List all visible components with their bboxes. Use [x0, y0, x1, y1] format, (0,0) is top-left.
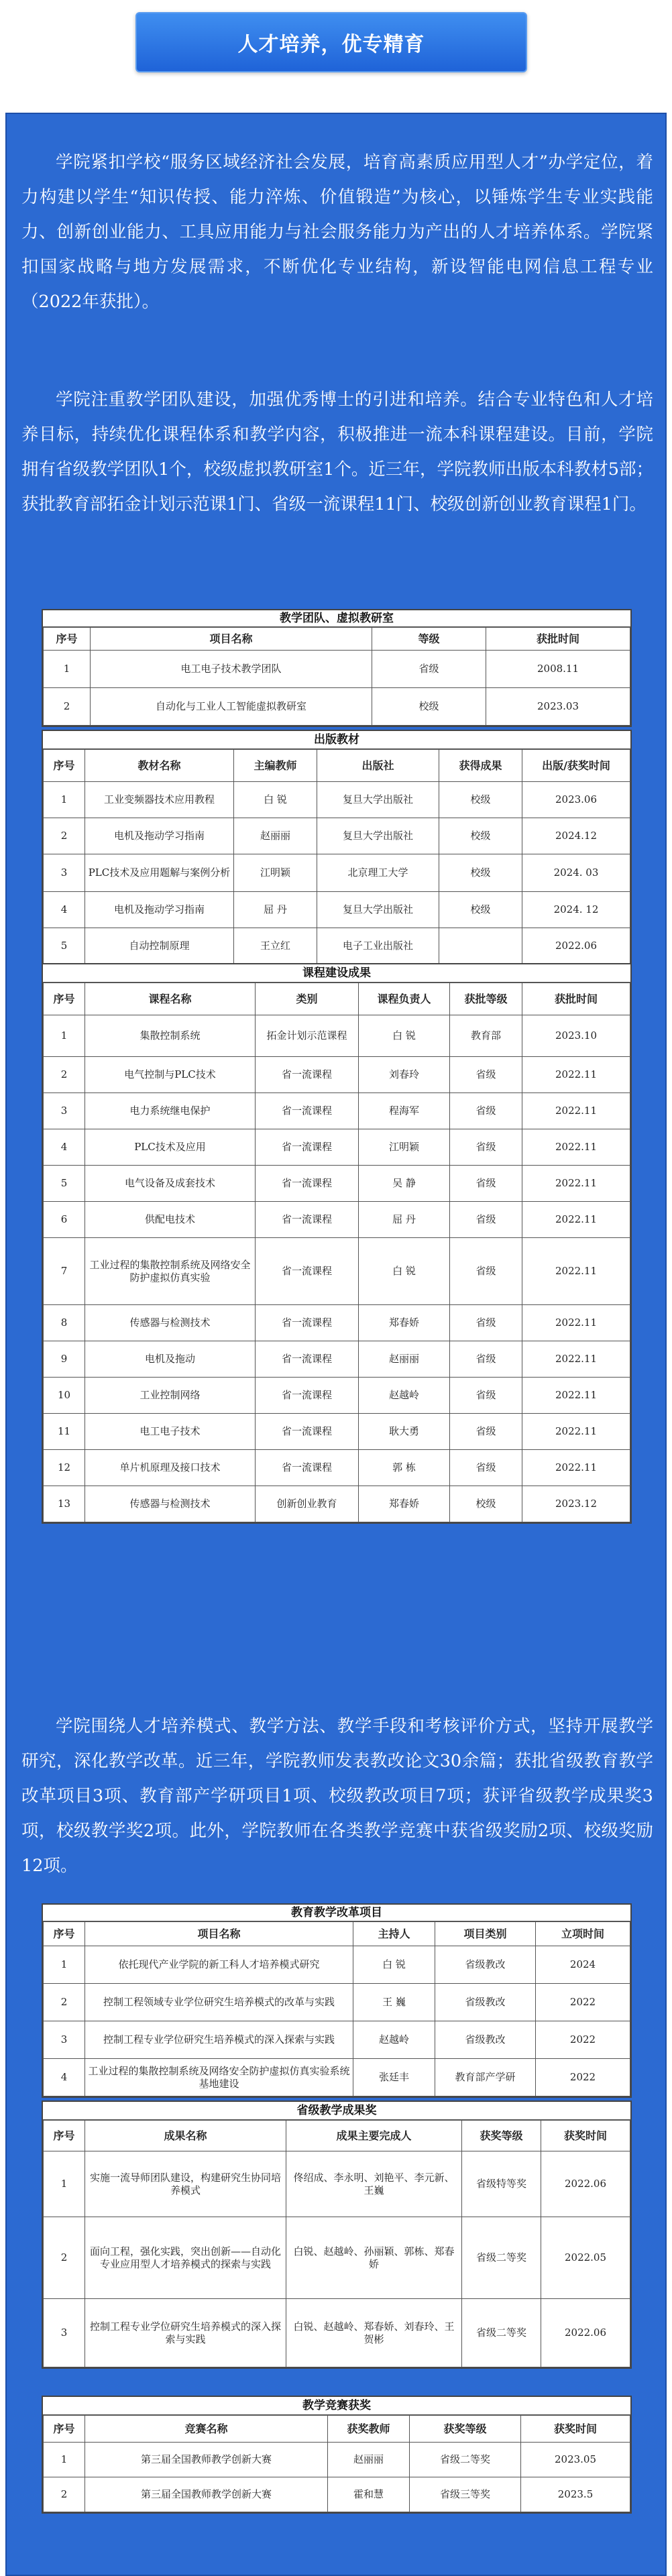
textbook-header-publisher: 出版社: [317, 750, 439, 782]
table-cell: 复旦大学出版社: [317, 782, 439, 818]
table-cell: 屈 丹: [234, 892, 317, 928]
table-cell: 王立红: [234, 928, 317, 964]
table-cell: 省级二等奖: [462, 2299, 541, 2367]
table-cell: 2023.03: [486, 688, 630, 726]
table-cell: 省一流课程: [256, 1305, 359, 1341]
table-cell: 工业过程的集散控制系统及网络安全防护虚拟仿真实验: [85, 1238, 256, 1305]
table-cell: 2022.11: [522, 1414, 630, 1450]
team-header-no: 序号: [44, 628, 91, 651]
table-cell: 白 锐: [359, 1238, 450, 1305]
table-row: [44, 928, 630, 964]
table-cell: 1: [44, 782, 85, 818]
table-cell: 4: [44, 1129, 85, 1166]
table-cell: 第三届全国教师教学创新大赛: [85, 2477, 328, 2512]
table-cell: 校级: [439, 818, 522, 854]
table-row: [44, 1414, 630, 1450]
table-cell: 创新创业教育: [256, 1486, 359, 1522]
contest-table: [42, 2396, 632, 2514]
table-cell: 北京理工大学: [317, 854, 439, 892]
table-cell: 郑春娇: [359, 1305, 450, 1341]
table-cell: 2022: [536, 2059, 630, 2096]
reform-header-name: 项目名称: [85, 1922, 353, 1946]
award-header-date: 获奖时间: [541, 2121, 630, 2151]
table-cell: 集散控制系统: [85, 1015, 256, 1057]
table-cell: 郭 栋: [359, 1450, 450, 1486]
course-header-name: 课程名称: [85, 983, 256, 1015]
table-cell: 电工电子技术教学团队: [91, 651, 372, 688]
table-cell: 2024. 03: [522, 854, 630, 892]
table-cell: 2022.06: [522, 928, 630, 964]
table-cell: 佟绍成、李永明、刘艳平、李元新、王巍: [286, 2151, 462, 2217]
table-cell: 复旦大学出版社: [317, 818, 439, 854]
table-row: [44, 1305, 630, 1341]
reform-header-date: 立项时间: [536, 1922, 630, 1946]
table-cell: 控制工程专业学位研究生培养模式的深入探索与实践: [85, 2021, 353, 2059]
table-cell: 省级: [450, 1414, 522, 1450]
table-cell: 拓金计划示范课程: [256, 1015, 359, 1057]
table-cell: 吴 静: [359, 1166, 450, 1202]
textbook-table: [42, 730, 632, 966]
table-cell: 省一流课程: [256, 1450, 359, 1486]
table-cell: 3: [44, 2021, 85, 2059]
table-cell: 2023.5: [521, 2477, 630, 2512]
table-cell: 白 锐: [359, 1015, 450, 1057]
banner-title: 人才培养，优专精育: [237, 33, 425, 56]
table-cell: 2008.11: [486, 651, 630, 688]
table-cell: 省级教改: [435, 2021, 536, 2059]
table-cell: 2024: [536, 1946, 630, 1984]
table-row: [44, 1129, 630, 1166]
table-cell: 1: [44, 1015, 85, 1057]
table-cell: 2024. 12: [522, 892, 630, 928]
table-row: [44, 651, 630, 688]
table-cell: 自动化与工业人工智能虚拟教研室: [91, 688, 372, 726]
table-row: [44, 1946, 630, 1984]
table-cell: 校级: [439, 892, 522, 928]
course-header-no: 序号: [44, 983, 85, 1015]
table-cell: 2022.05: [541, 2217, 630, 2299]
table-cell: 供配电技术: [85, 1202, 256, 1238]
table-cell: 电工电子技术: [85, 1414, 256, 1450]
table-row: [44, 818, 630, 854]
table-cell: 省级三等奖: [410, 2477, 521, 2512]
table-cell: 1: [44, 1946, 85, 1984]
table-cell: 省级: [450, 1093, 522, 1129]
table-cell: 江明颖: [359, 1129, 450, 1166]
table-row: [44, 892, 630, 928]
table-cell: 2022.11: [522, 1238, 630, 1305]
reform-header-host: 主持人: [353, 1922, 435, 1946]
textbook-header-result: 获得成果: [439, 750, 522, 782]
table-cell: 霍和慧: [328, 2477, 410, 2512]
reform-header-no: 序号: [44, 1922, 85, 1946]
course-table: [42, 963, 632, 1524]
textbook-header-editor: 主编教师: [234, 750, 317, 782]
table-cell: 2022.11: [522, 1341, 630, 1378]
award-table: [42, 2101, 632, 2369]
table-cell: 4: [44, 892, 85, 928]
table-cell: 控制工程专业学位研究生培养模式的深入探索与实践: [85, 2299, 286, 2367]
table-row: [44, 1166, 630, 1202]
table-cell: 耿大勇: [359, 1414, 450, 1450]
textbook-header-name: 教材名称: [85, 750, 234, 782]
table-cell: 2023.06: [522, 782, 630, 818]
table-cell: 2022.11: [522, 1305, 630, 1341]
course-header-type: 类别: [256, 983, 359, 1015]
table-cell: 电力系统继电保护: [85, 1093, 256, 1129]
table-cell: 省一流课程: [256, 1093, 359, 1129]
table-cell: 2022.11: [522, 1202, 630, 1238]
table-cell: 校级: [439, 782, 522, 818]
table-cell: 13: [44, 1486, 85, 1522]
table-cell: 2022.11: [522, 1129, 630, 1166]
table-cell: 2022: [536, 1984, 630, 2021]
table-cell: 1: [44, 2443, 85, 2477]
team-header-level: 等级: [372, 628, 486, 651]
course-header-lead: 课程负责人: [359, 983, 450, 1015]
course-table-caption: 课程建设成果: [43, 964, 630, 983]
table-row: [44, 854, 630, 892]
table-cell: 3: [44, 2299, 85, 2367]
table-cell: 省级二等奖: [462, 2217, 541, 2299]
table-cell: 8: [44, 1305, 85, 1341]
contest-header-level: 获奖等级: [410, 2416, 521, 2443]
team-header-name: 项目名称: [91, 628, 372, 651]
table-cell: 省一流课程: [256, 1166, 359, 1202]
table-cell: 控制工程领域专业学位研究生培养模式的改革与实践: [85, 1984, 353, 2021]
table-cell: 工业变频器技术应用教程: [85, 782, 234, 818]
table-cell: 省级: [450, 1202, 522, 1238]
table-cell: 5: [44, 1166, 85, 1202]
table-cell: 2022.11: [522, 1057, 630, 1093]
table-cell: 省一流课程: [256, 1378, 359, 1414]
table-row: [44, 2477, 630, 2512]
table-row: [44, 688, 630, 726]
table-cell: 赵越岭: [359, 1378, 450, 1414]
table-cell: 电机及拖动: [85, 1341, 256, 1378]
table-cell: 省级: [450, 1238, 522, 1305]
table-cell: 张廷丰: [353, 2059, 435, 2096]
table-cell: 校级: [439, 854, 522, 892]
table-cell: 赵丽丽: [234, 818, 317, 854]
reform-header-type: 项目类别: [435, 1922, 536, 1946]
contest-header-teacher: 获奖教师: [328, 2416, 410, 2443]
table-cell: 屈 丹: [359, 1202, 450, 1238]
course-header-date: 获批时间: [522, 983, 630, 1015]
table-cell: 省级特等奖: [462, 2151, 541, 2217]
table-cell: 王 巍: [353, 1984, 435, 2021]
table-cell: 校级: [372, 688, 486, 726]
table-cell: 工业控制网络: [85, 1378, 256, 1414]
team-header-date: 获批时间: [486, 628, 630, 651]
table-cell: 赵越岭: [353, 2021, 435, 2059]
table-row: [44, 1378, 630, 1414]
table-cell: 省级: [450, 1057, 522, 1093]
table-cell: 2: [44, 2477, 85, 2512]
table-cell: 2024.12: [522, 818, 630, 854]
table-cell: 2022.11: [522, 1450, 630, 1486]
table-cell: 传感器与检测技术: [85, 1305, 256, 1341]
table-cell: 2023.12: [522, 1486, 630, 1522]
content-panel: [5, 113, 667, 2576]
table-row: [44, 2299, 630, 2367]
table-cell: 工业过程的集散控制系统及网络安全防护虚拟仿真实验系统基地建设: [85, 2059, 353, 2096]
table-row: [44, 1093, 630, 1129]
award-header-no: 序号: [44, 2121, 85, 2151]
table-row: [44, 1057, 630, 1093]
table-cell: 校级: [450, 1486, 522, 1522]
table-cell: 2022.06: [541, 2151, 630, 2217]
table-row: [44, 2443, 630, 2477]
award-header-members: 成果主要完成人: [286, 2121, 462, 2151]
table-row: [44, 1202, 630, 1238]
team-table-caption: 教学团队、虚拟教研室: [43, 610, 630, 627]
table-cell: 省一流课程: [256, 1414, 359, 1450]
table-cell: 10: [44, 1378, 85, 1414]
table-cell: 2: [44, 818, 85, 854]
table-cell: 电气控制与PLC技术: [85, 1057, 256, 1093]
header-strip: [0, 0, 672, 113]
intro-paragraph-2: 学院注重教学团队建设，加强优秀博士的引进和培养。结合专业特色和人才培养目标，持续优化课程体系和教学内容，积极推进一流本科课程建设。目前，学院拥有省级教学团队1个，校级虚拟教研室1个。近三年，学院教师出版本科教材5部；获批教育部拓金计划示范课1门、省级一流课程11门、校级创新创业教育课程1门。: [21, 390, 653, 514]
table-cell: 教育部: [450, 1015, 522, 1057]
table-cell: 传感器与检测技术: [85, 1486, 256, 1522]
title-banner: [135, 12, 527, 72]
table-cell: 电气设备及成套技术: [85, 1166, 256, 1202]
table-row: [44, 2217, 630, 2299]
table-cell: 省级: [450, 1166, 522, 1202]
table-row: [44, 1450, 630, 1486]
table-row: [44, 1015, 630, 1057]
table-row: [44, 1486, 630, 1522]
table-cell: 实施一流导师团队建设，构建研究生协同培养模式: [85, 2151, 286, 2217]
table-cell: 赵丽丽: [359, 1341, 450, 1378]
contest-header-name: 竞赛名称: [85, 2416, 328, 2443]
table-cell: 省级: [450, 1450, 522, 1486]
table-row: [44, 2059, 630, 2096]
table-cell: 郑春娇: [359, 1486, 450, 1522]
table-cell: 复旦大学出版社: [317, 892, 439, 928]
table-cell: 2: [44, 1984, 85, 2021]
award-header-level: 获奖等级: [462, 2121, 541, 2151]
table-cell: 2023.10: [522, 1015, 630, 1057]
textbook-table-caption: 出版教材: [43, 731, 630, 749]
table-cell: 11: [44, 1414, 85, 1450]
intro-paragraph-3: 学院围绕人才培养模式、教学方法、教学手段和考核评价方式，坚持开展教学研究，深化教学改革。近三年，学院教师发表教改论文30余篇；获批省级教育教学改革项目3项、教育部产学研项目1项、校级教改项目7项；获评省级教学成果奖3项，校级教学奖2项。此外，学院教师在各类教学竞赛中获省级奖励2项、校级奖励12项。: [21, 1716, 653, 1876]
reform-table: [42, 1903, 632, 2098]
table-cell: 3: [44, 1093, 85, 1129]
table-cell: 自动控制原理: [85, 928, 234, 964]
table-cell: 依托现代产业学院的新工科人才培养模式研究: [85, 1946, 353, 1984]
table-cell: 2: [44, 1057, 85, 1093]
award-header-name: 成果名称: [85, 2121, 286, 2151]
table-cell: 省一流课程: [256, 1129, 359, 1166]
textbook-header-no: 序号: [44, 750, 85, 782]
table-cell: 省一流课程: [256, 1341, 359, 1378]
table-cell: 2022.11: [522, 1093, 630, 1129]
table-cell: 2: [44, 688, 91, 726]
table-cell: 省一流课程: [256, 1057, 359, 1093]
table-cell: 程海军: [359, 1093, 450, 1129]
table-cell: 1: [44, 651, 91, 688]
table-cell: 省级教改: [435, 1946, 536, 1984]
table-cell: 省级: [450, 1341, 522, 1378]
table-cell: 省一流课程: [256, 1238, 359, 1305]
table-cell: 省级: [450, 1129, 522, 1166]
table-cell: 第三届全国教师教学创新大赛: [85, 2443, 328, 2477]
table-cell: 教育部产学研: [435, 2059, 536, 2096]
table-cell: 9: [44, 1341, 85, 1378]
table-cell: 白 锐: [353, 1946, 435, 1984]
table-row: [44, 2151, 630, 2217]
table-cell: [439, 928, 522, 964]
contest-header-date: 获奖时间: [521, 2416, 630, 2443]
table-cell: 7: [44, 1238, 85, 1305]
table-cell: PLC技术及应用题解与案例分析: [85, 854, 234, 892]
table-cell: 12: [44, 1450, 85, 1486]
table-cell: 电子工业出版社: [317, 928, 439, 964]
table-cell: 2022: [536, 2021, 630, 2059]
table-cell: 省一流课程: [256, 1202, 359, 1238]
table-cell: 电机及拖动学习指南: [85, 892, 234, 928]
table-row: [44, 2021, 630, 2059]
table-cell: 5: [44, 928, 85, 964]
contest-header-no: 序号: [44, 2416, 85, 2443]
table-row: [44, 782, 630, 818]
table-cell: 刘春玲: [359, 1057, 450, 1093]
table-cell: 省级教改: [435, 1984, 536, 2021]
table-cell: 白锐、赵越岭、郑春娇、刘春玲、王贺彬: [286, 2299, 462, 2367]
table-cell: 2022.06: [541, 2299, 630, 2367]
table-row: [44, 1984, 630, 2021]
award-table-caption: 省级教学成果奖: [43, 2102, 630, 2120]
table-cell: 2022.11: [522, 1166, 630, 1202]
table-cell: 省级二等奖: [410, 2443, 521, 2477]
table-cell: 省级: [372, 651, 486, 688]
table-cell: 省级: [450, 1378, 522, 1414]
intro-paragraph-1: 学院紧扣学校“服务区域经济社会发展，培育高素质应用型人才”办学定位，着力构建以学生“知识传授、能力淬炼、价值锻造”为核心，以锤炼学生专业实践能力、创新创业能力、工具应用能力与社会服务能力为产出的人才培养体系。学院紧扣国家战略与地方发展需求，不断优化专业结构，新设智能电网信息工程专业（2022年获批）。: [21, 152, 653, 312]
table-cell: 电机及拖动学习指南: [85, 818, 234, 854]
table-cell: 单片机原理及接口技术: [85, 1450, 256, 1486]
table-cell: PLC技术及应用: [85, 1129, 256, 1166]
table-cell: 6: [44, 1202, 85, 1238]
table-cell: 2023.05: [521, 2443, 630, 2477]
contest-table-caption: 教学竞赛获奖: [43, 2397, 630, 2415]
table-cell: 2022.11: [522, 1378, 630, 1414]
table-cell: 江明颖: [234, 854, 317, 892]
table-row: [44, 1238, 630, 1305]
table-cell: 3: [44, 854, 85, 892]
reform-table-caption: 教育教学改革项目: [43, 1905, 630, 1921]
table-cell: 2: [44, 2217, 85, 2299]
table-cell: 1: [44, 2151, 85, 2217]
textbook-header-date: 出版/获奖时间: [522, 750, 630, 782]
team-table: [42, 609, 632, 727]
table-cell: 赵丽丽: [328, 2443, 410, 2477]
table-cell: 4: [44, 2059, 85, 2096]
table-cell: 省级: [450, 1305, 522, 1341]
table-cell: 面向工程，强化实践，突出创新——自动化专业应用型人才培养模式的探索与实践: [85, 2217, 286, 2299]
table-cell: 白 锐: [234, 782, 317, 818]
course-header-level: 获批等级: [450, 983, 522, 1015]
table-cell: 白锐、赵越岭、孙丽颖、郭栋、郑春娇: [286, 2217, 462, 2299]
table-row: [44, 1341, 630, 1378]
